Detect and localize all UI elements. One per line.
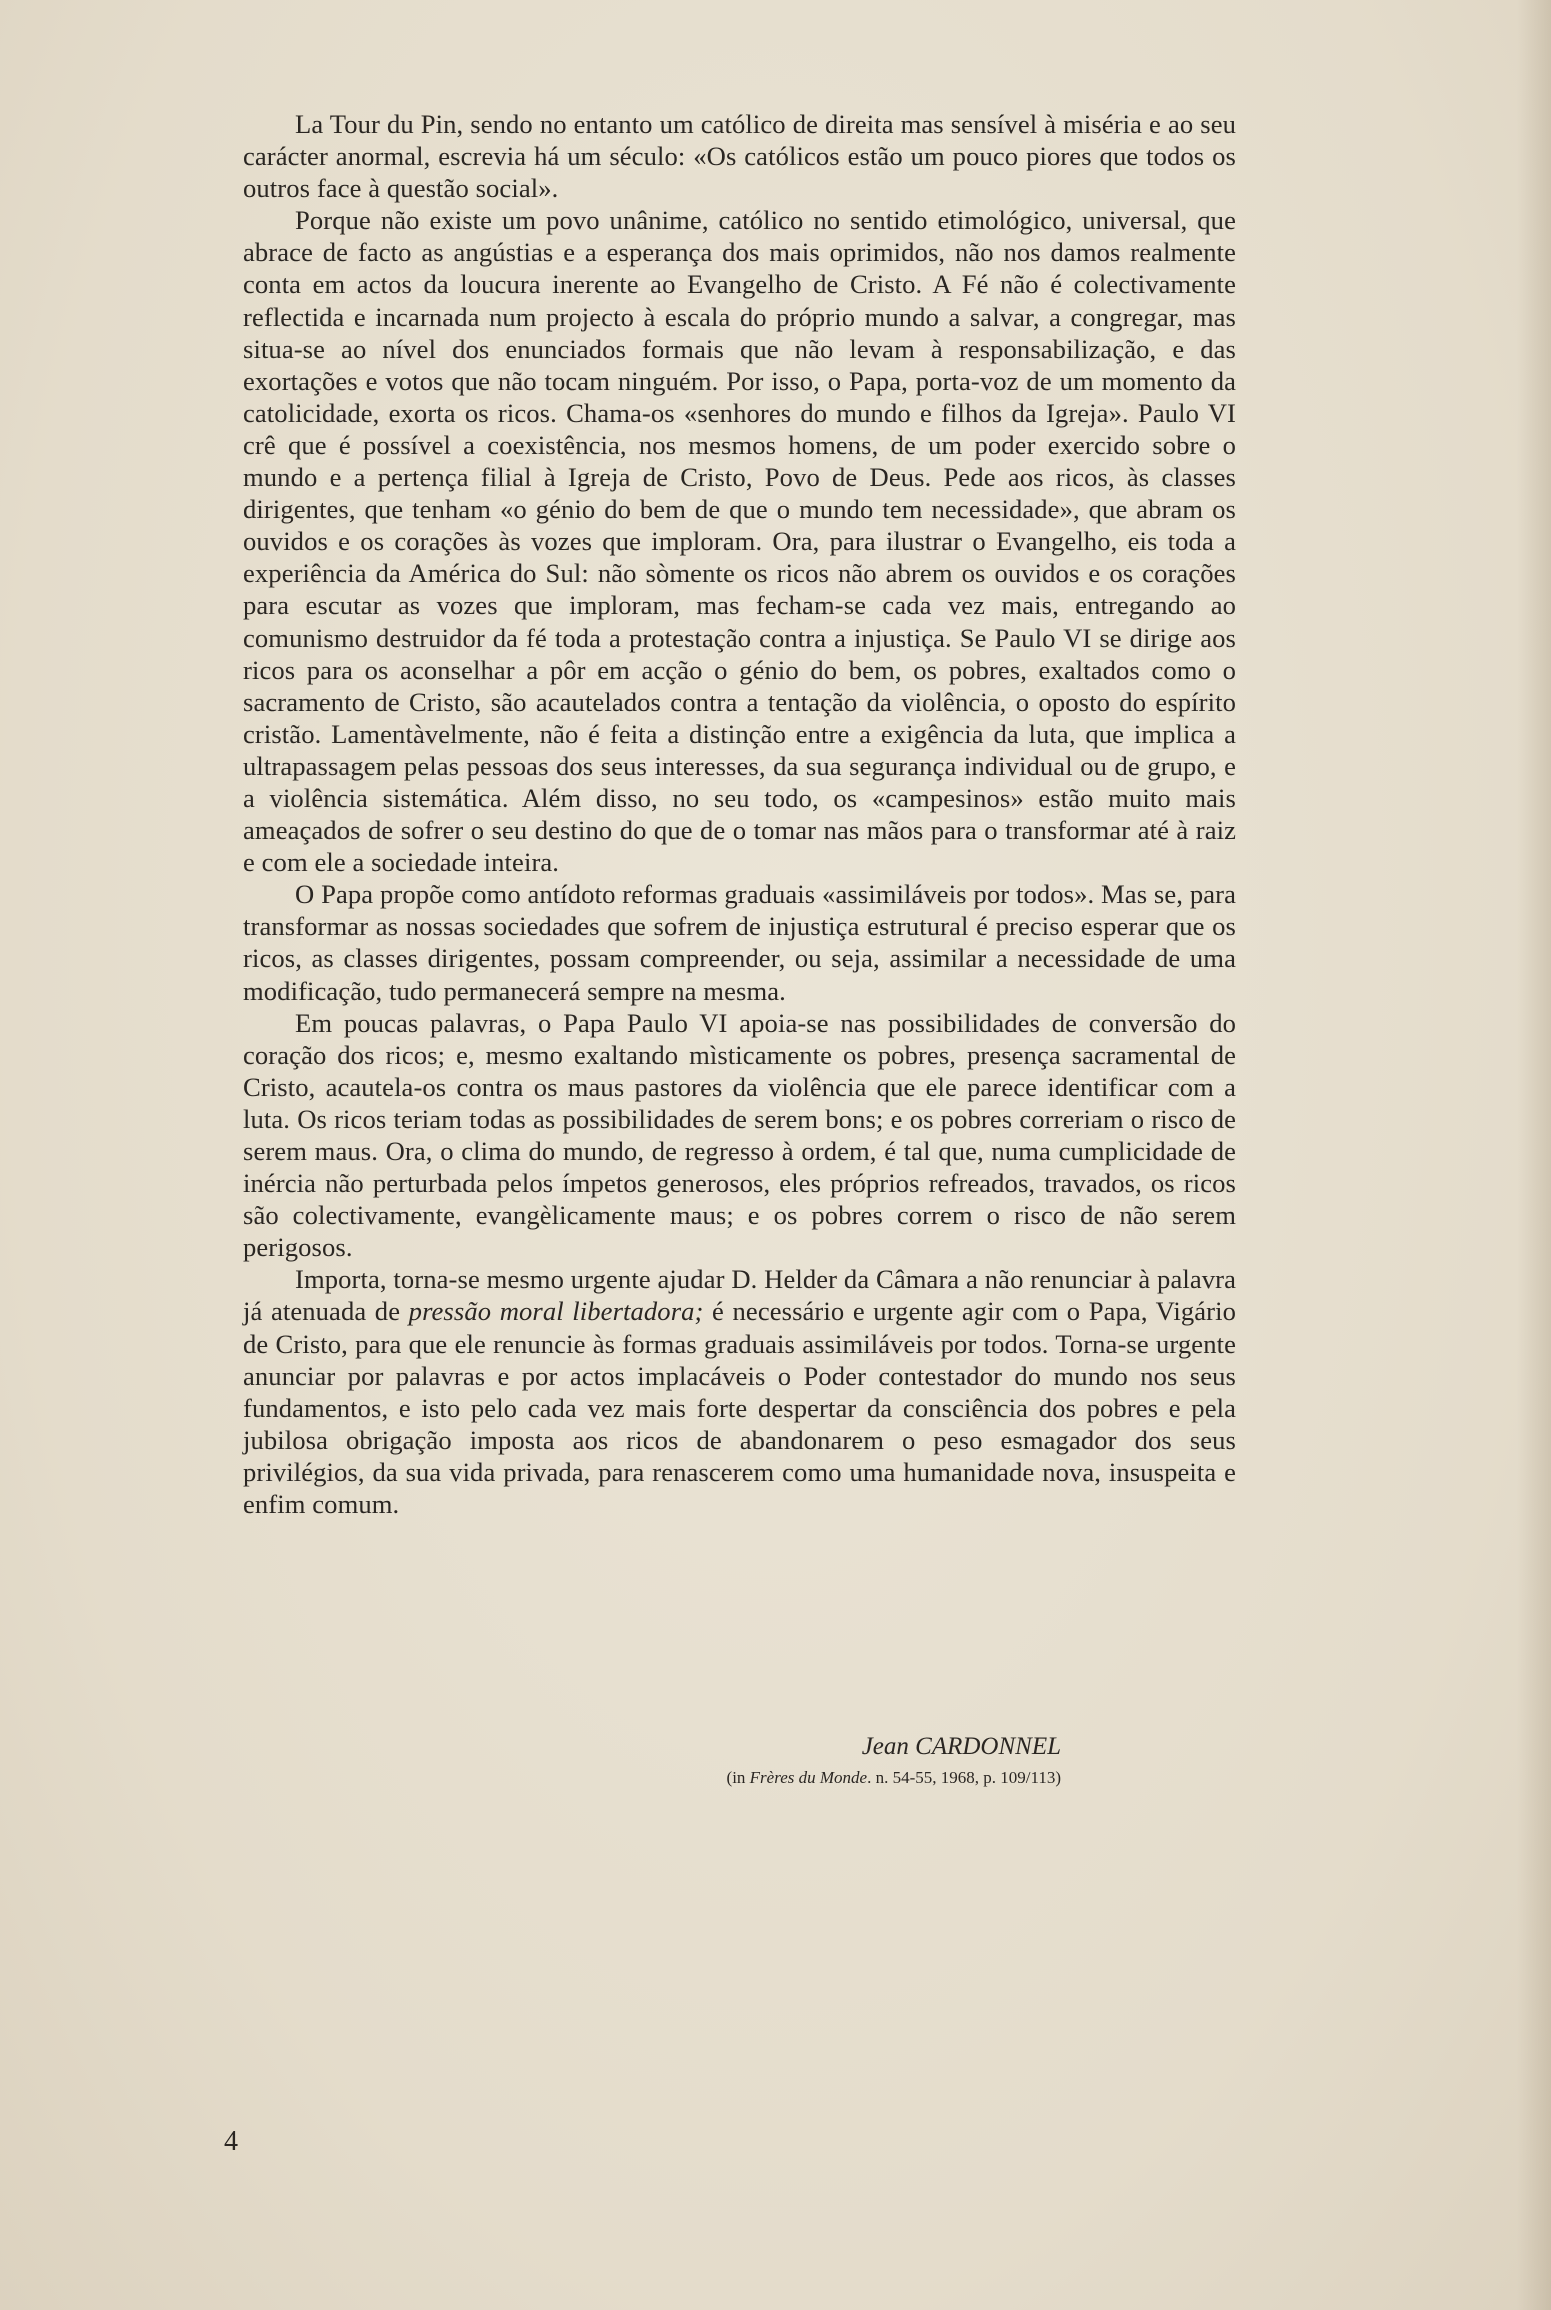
paragraph-3: O Papa propõe como antídoto reformas graduais «assimiláveis por todos». Mas se, para transformar as nossas sociedades que sofrem de injustiça estrutural é preciso esperar que os ricos, as classes dirigentes, possam compreender, ou seja, assimilar a necessidade de uma modificação, tudo permanecerá sempre na mesma.	[243, 879, 1236, 1006]
source-suffix: . n. 54-55, 1968, p. 109/113)	[867, 1768, 1061, 1787]
paragraph-2: Porque não existe um povo unânime, católico no sentido etimológico, universal, que abrace de facto as angústias e a esperança dos mais oprimidos, não nos damos realmente conta em actos da loucura inerente ao Evangelho de Cristo. A Fé não é colectivamente reflectida e incarnada num projecto à escala do próprio mundo a salvar, a congregar, mas situa-se ao nível dos enunciados formais que não levam à responsabilização, e das exortações e votos que não tocam ninguém. Por isso, o Papa, porta-voz de um momento da catolicidade, exorta os ricos. Chama-os «senhores do mundo e filhos da Igreja». Paulo VI crê que é possível a coexistência, nos mesmos homens, de um poder exercido sobre o mundo e a pertença filial à Igreja de Cristo, Povo de Deus. Pede aos ricos, às classes dirigentes, que tenham «o génio do bem de que o mundo tem necessidade», que abram os ouvidos e os corações às vozes que imploram. Ora, para ilustrar o Evangelho, eis toda a experiência da América do Sul: não sòmente os ricos não abrem os ouvidos e os corações para escutar as vozes que imploram, mas fecham-se cada vez mais, entregando ao comunismo destruidor da fé toda a protestação contra a injustiça. Se Paulo VI se dirige aos ricos para os aconselhar a pôr em acção o génio do bem, os pobres, exaltados como o sacramento de Cristo, são acautelados contra a tentação da violência, o oposto do espírito cristão. Lamentàvelmente, não é feita a distinção entre a exigência da luta, que implica a ultrapassagem pelas pessoas dos seus interesses, da sua segurança individual ou de grupo, e a violência sistemática. Além disso, no seu todo, os «campesinos» estão muito mais ameaçados de sofrer o seu destino do que de o tomar nas mãos para o transformar até à raiz e com ele a sociedade inteira.	[243, 205, 1236, 878]
paragraph-1: La Tour du Pin, sendo no entanto um católico de direita mas sensível à miséria e ao seu carácter anormal, escrevia há um século: «Os católicos estão um pouco piores que todos os outros face à questão social».	[243, 109, 1236, 204]
paragraph-5	[243, 1263, 1236, 1520]
signature-block	[243, 1732, 1061, 1790]
paragraph-4: Em poucas palavras, o Papa Paulo VI apoia-se nas possibilidades de conversão do coração dos ricos; e, mesmo exaltando mìsticamente os pobres, presença sacramental de Cristo, acautela-os contra os maus pastores da violência que ele parece identificar com a luta. Os ricos teriam todas as possibilidades de serem bons; e os pobres correriam o risco de serem maus. Ora, o clima do mundo, de regresso à ordem, é tal que, numa cumplicidade de inércia não perturbada pelos ímpetos generosos, eles próprios refreados, travados, os ricos são colectivamente, evangèlicamente maus; e os pobres correm o risco de não serem perigosos.	[243, 1007, 1236, 1263]
paragraph-5-text-end: é necessário e urgente agir com o Papa, Vigário de Cristo, para que ele renuncie às formas graduais assimiláveis por todos. Torna-se urgente anunciar por palavras e por actos implacáveis o Poder contestador do mundo nos seus fundamentos, e isto pelo cada vez mais forte despertar da consciência dos pobres e pela jubilosa obrigação imposta aos ricos de abandonarem o peso esmagador dos seus privilégios, da sua vida privada, para renascerem como uma humanidade nova, insuspeita e enfim comum.	[243, 1296, 1236, 1520]
article-body	[243, 108, 1236, 1520]
paragraph-5-text-start: Importa, torna-se mesmo urgente ajudar D. Helder da Câmara a não renunciar à palavra já atenuada de	[243, 1264, 1236, 1327]
source-prefix: (in	[726, 1768, 750, 1787]
source-title: Frères du Monde	[749, 1768, 868, 1787]
author-name: Jean CARDONNEL	[861, 1733, 1061, 1760]
page-edge-shadow	[1517, 0, 1551, 2310]
source-citation	[243, 1766, 1061, 1790]
page-number: 4	[224, 2126, 238, 2157]
paragraph-5-italic-phrase: pressão moral libertadora;	[408, 1296, 704, 1327]
